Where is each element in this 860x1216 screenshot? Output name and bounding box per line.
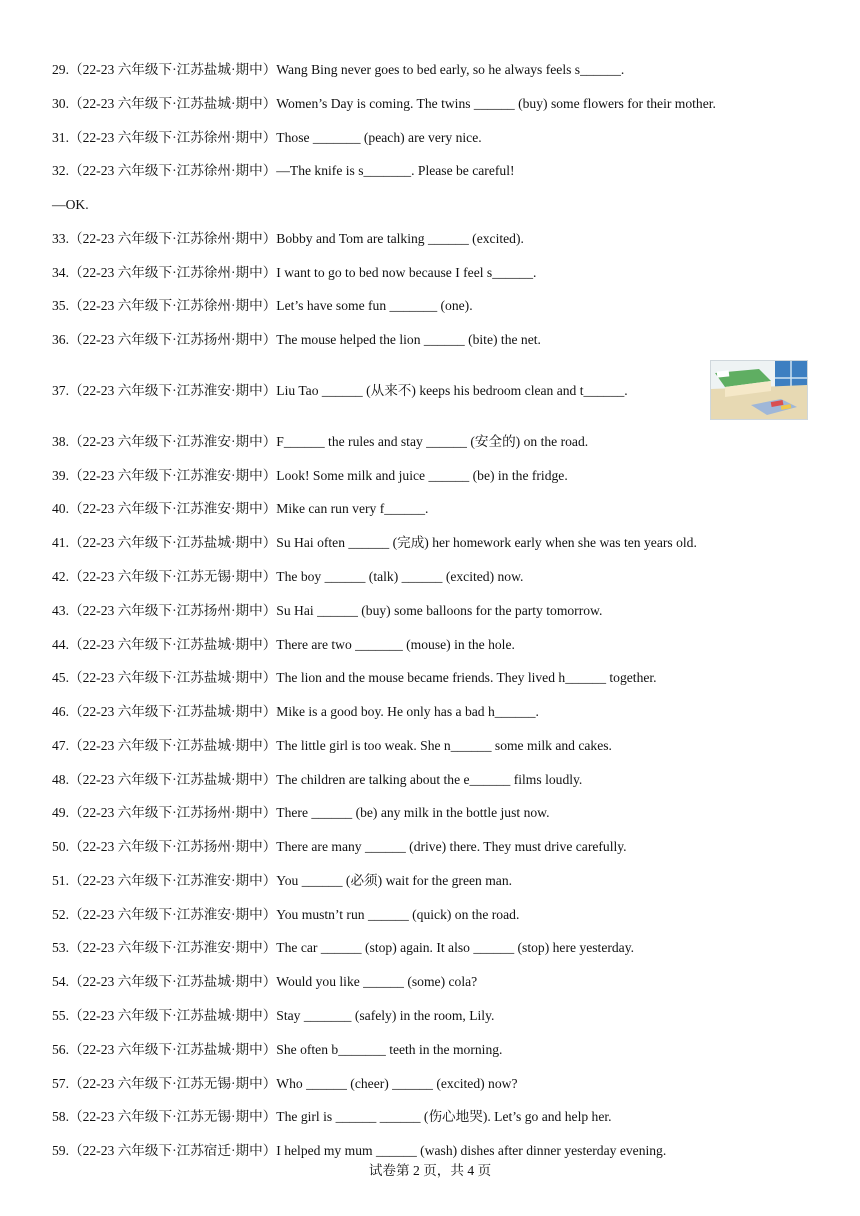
question-46 [52,703,539,721]
question-47 [52,737,612,755]
question-50 [52,838,627,856]
question-number: 54. [52,974,69,989]
question-source: （22-23 六年级下·江苏淮安·期中） [69,434,277,449]
question-source: （22-23 六年级下·江苏淮安·期中） [69,468,277,483]
question-48 [52,771,582,789]
question-number: 29. [52,62,69,77]
question-number: 31. [52,130,69,145]
question-text: The car ______ (stop) again. It also ______ (stop) here yesterday. [276,940,635,955]
question-source: （22-23 六年级下·江苏淮安·期中） [69,907,277,922]
question-number: 53. [52,940,69,955]
question-text: Wang Bing never goes to bed early, so he always feels s______. [276,62,625,77]
question-34 [52,264,536,282]
question-56 [52,1041,502,1059]
question-33 [52,230,524,248]
question-number: 37. [52,383,69,398]
question-text: I helped my mum ______ (wash) dishes after dinner yesterday evening. [276,1143,667,1158]
question-text: Let’s have some fun _______ (one). [276,298,473,313]
question-text: Bobby and Tom are talking ______ (excited). [276,231,524,246]
question-source: （22-23 六年级下·江苏盐城·期中） [69,772,277,787]
page-footer: 试卷第 2 页，共 4 页 [368,1163,492,1178]
question-text: The lion and the mouse became friends. They lived h______ together. [276,670,657,685]
question-source: （22-23 六年级下·江苏徐州·期中） [69,298,277,313]
question-40 [52,500,428,518]
question-source: （22-23 六年级下·江苏盐城·期中） [69,62,277,77]
question-number: 42. [52,569,69,584]
question-text: The children are talking about the e______ films loudly. [276,772,583,787]
question-text: The little girl is too weak. She n______ some milk and cakes. [276,738,612,753]
question-source: （22-23 六年级下·江苏淮安·期中） [69,940,277,955]
question-number: 39. [52,468,69,483]
question-text: The boy ______ (talk) ______ (excited) now. [276,569,524,584]
question-text: You mustn’t run ______ (quick) on the road. [276,907,520,922]
question-36 [52,331,541,349]
question-text: F______ the rules and stay ______ (安全的) on the road. [276,434,589,449]
question-number: 51. [52,873,69,888]
question-text: Women’s Day is coming. The twins ______ (buy) some flowers for their mother. [276,96,716,111]
question-source: （22-23 六年级下·江苏扬州·期中） [69,839,277,854]
question-number: 38. [52,434,69,449]
question-number: 52. [52,907,69,922]
question-45 [52,669,657,687]
question-text: The mouse helped the lion ______ (bite) the net. [276,332,541,347]
question-number: 35. [52,298,69,313]
question-text: Mike is a good boy. He only has a bad h______. [276,704,539,719]
question-source: （22-23 六年级下·江苏盐城·期中） [69,637,277,652]
question-31 [52,129,482,147]
question-number: 33. [52,231,69,246]
question-32 [52,162,515,180]
question-text: Would you like ______ (some) cola? [276,974,478,989]
question-source: （22-23 六年级下·江苏无锡·期中） [69,1076,277,1091]
question-source: （22-23 六年级下·江苏宿迁·期中） [69,1143,277,1158]
question-number: 47. [52,738,69,753]
question-source: （22-23 六年级下·江苏徐州·期中） [69,163,277,178]
question-text: There are two _______ (mouse) in the hole. [276,637,515,652]
question-text: Those _______ (peach) are very nice. [276,130,482,145]
question-text: Who ______ (cheer) ______ (excited) now? [276,1076,518,1091]
question-number: 40. [52,501,69,516]
question-number: 50. [52,839,69,854]
question-number: 57. [52,1076,69,1091]
question-number: 30. [52,96,69,111]
question-51 [52,872,512,890]
question-text: She often b_______ teeth in the morning. [276,1042,503,1057]
question-source: （22-23 六年级下·江苏淮安·期中） [69,501,277,516]
question-42 [52,568,523,586]
question-text: There are many ______ (drive) there. They must drive carefully. [276,839,627,854]
question-text: I want to go to bed now because I feel s______. [276,265,537,280]
question-source: （22-23 六年级下·江苏盐城·期中） [69,96,277,111]
question-source: （22-23 六年级下·江苏淮安·期中） [69,383,277,398]
question-text: Look! Some milk and juice ______ (be) in the fridge. [276,468,568,483]
question-54 [52,973,477,991]
question-29 [52,61,624,79]
question-53 [52,939,634,957]
question-number: 44. [52,637,69,652]
question-source: （22-23 六年级下·江苏徐州·期中） [69,265,277,280]
question-52 [52,906,519,924]
question-58 [52,1108,612,1126]
question-source: （22-23 六年级下·江苏盐城·期中） [69,535,277,550]
question-57 [52,1075,518,1093]
bedroom-drawing [711,361,807,419]
question-55 [52,1007,494,1025]
question-source: （22-23 六年级下·江苏扬州·期中） [69,805,277,820]
question-text: —The knife is s_______. Please be careful! [276,163,515,178]
question-number: 55. [52,1008,69,1023]
question-text: Mike can run very f______. [276,501,429,516]
question-source: （22-23 六年级下·江苏盐城·期中） [69,738,277,753]
question-text: The girl is ______ ______ (伤心地哭). Let’s go and help her. [276,1109,612,1124]
question-source: （22-23 六年级下·江苏盐城·期中） [69,1008,277,1023]
question-41 [52,534,697,552]
question-number: 45. [52,670,69,685]
question-text: You ______ (必须) wait for the green man. [276,873,513,888]
question-source: （22-23 六年级下·江苏盐城·期中） [69,974,277,989]
question-38 [52,433,588,451]
question-number: 49. [52,805,69,820]
question-number: 43. [52,603,69,618]
question-text: Su Hai often ______ (完成) her homework early when she was ten years old. [276,535,697,550]
question-44 [52,636,515,654]
question-30 [52,95,716,113]
question-source: （22-23 六年级下·江苏无锡·期中） [69,569,277,584]
question-source: （22-23 六年级下·江苏无锡·期中） [69,1109,277,1124]
question-source: （22-23 六年级下·江苏扬州·期中） [69,332,277,347]
question-number: 48. [52,772,69,787]
question-32-reply: —OK. [52,197,89,212]
question-number: 41. [52,535,69,550]
question-number: 58. [52,1109,69,1124]
question-text: Su Hai ______ (buy) some balloons for the party tomorrow. [276,603,603,618]
question-text: Stay _______ (safely) in the room, Lily. [276,1008,495,1023]
question-source: （22-23 六年级下·江苏淮安·期中） [69,873,277,888]
question-number: 46. [52,704,69,719]
question-source: （22-23 六年级下·江苏徐州·期中） [69,231,277,246]
question-number: 59. [52,1143,69,1158]
question-number: 56. [52,1042,69,1057]
question-number: 36. [52,332,69,347]
question-source: （22-23 六年级下·江苏徐州·期中） [69,130,277,145]
question-43 [52,602,602,620]
question-source: （22-23 六年级下·江苏盐城·期中） [69,1042,277,1057]
question-39 [52,467,568,485]
question-source: （22-23 六年级下·江苏扬州·期中） [69,603,277,618]
question-number: 32. [52,163,69,178]
question-text: There ______ (be) any milk in the bottle just now. [276,805,550,820]
question-49 [52,804,550,822]
bedroom-illustration [710,360,808,420]
question-source: （22-23 六年级下·江苏盐城·期中） [69,704,277,719]
question-text: Liu Tao ______ (从来不) keeps his bedroom clean and t______. [276,383,628,398]
question-35 [52,297,473,315]
question-source: （22-23 六年级下·江苏盐城·期中） [69,670,277,685]
question-59 [52,1142,666,1160]
question-number: 34. [52,265,69,280]
question-37 [52,382,628,400]
